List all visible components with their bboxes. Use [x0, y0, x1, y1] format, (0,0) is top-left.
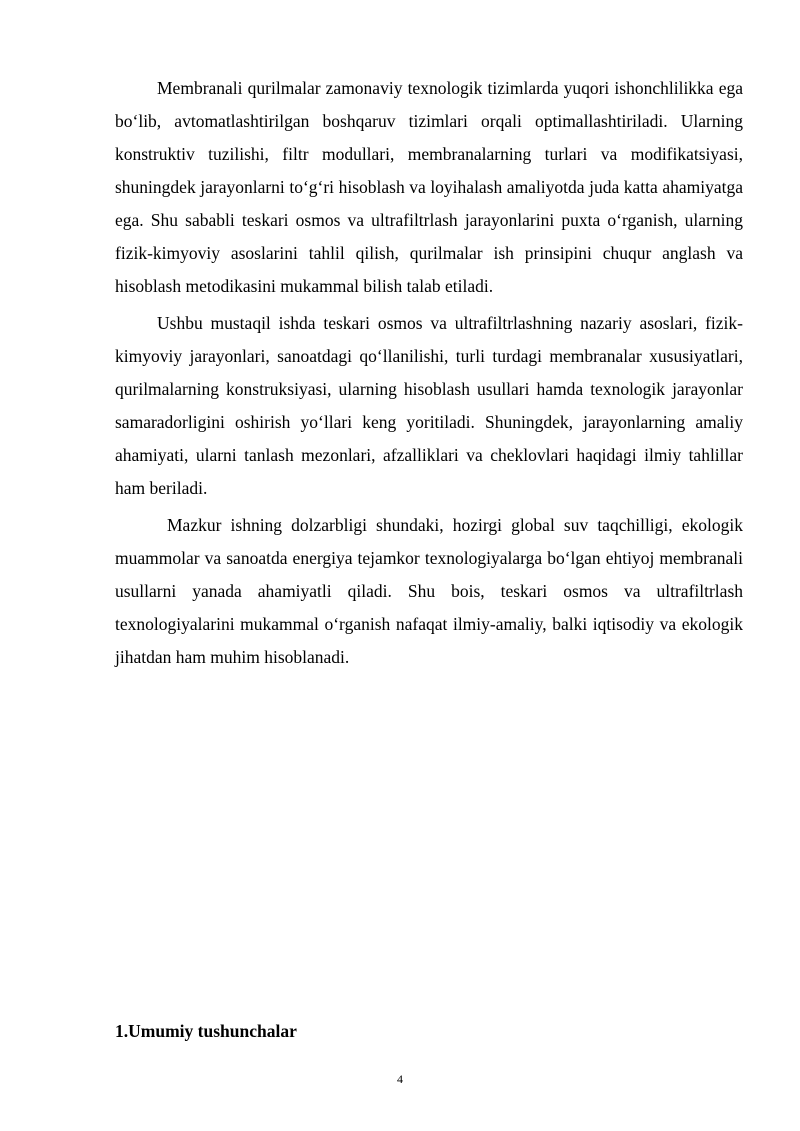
section-heading: 1.Umumiy tushunchalar [115, 1021, 297, 1041]
document-body [115, 72, 743, 678]
paragraph-relevance: Mazkur ishning dolzarbligi shundaki, hozirgi global suv taqchilligi, ekologik muammolar va sanoatda energiya tejamkor texnologiyalarga bo‘lgan ehtiyoj membranali usullarni yanada ahamiyatli qiladi. Shu bois, teskari osmos va ultrafiltrlash texnologiyalarini mukammal o‘rganish nafaqat ilmiy-amaliy, balki iqtisodiy va ekologik jihatdan ham muhim hisoblanadi. [115, 515, 743, 667]
page-number: 4 [397, 1072, 403, 1086]
paragraph-intro: Membranali qurilmalar zamonaviy texnologik tizimlarda yuqori ishonchlilikka ega bo‘lib, avtomatlashtirilgan boshqaruv tizimlari orqali optimallashtiriladi. Ularning konstruktiv tuzilishi, filtr modullari, membranalarning turlari va modifikatsiyasi, shuningdek jarayonlarni to‘g‘ri hisoblash va loyihalash amaliyotda juda katta ahamiyatga ega. Shu sababli teskari osmos va ultrafiltrlash jarayonlarini puxta o‘rganish, ularning fizik-kimyoviy asoslarini tahlil qilish, qurilmalar ish prinsipini chuqur anglash va hisoblash metodikasini mukammal bilish talab etiladi. [115, 78, 743, 296]
paragraph-scope: Ushbu mustaqil ishda teskari osmos va ultrafiltrlashning nazariy asoslari, fizik-kimyoviy jarayonlari, sanoatdagi qo‘llanilishi, turli turdagi membranalar xususiyatlari, qurilmalarning konstruksiyasi, ularning hisoblash usullari hamda texnologik jarayonlar samaradorligini oshirish yo‘llari keng yoritiladi. Shuningdek, jarayonlarning amaliy ahamiyati, ularni tanlash mezonlari, afzalliklari va cheklovlari haqidagi ilmiy tahlillar ham beriladi. [115, 313, 743, 498]
